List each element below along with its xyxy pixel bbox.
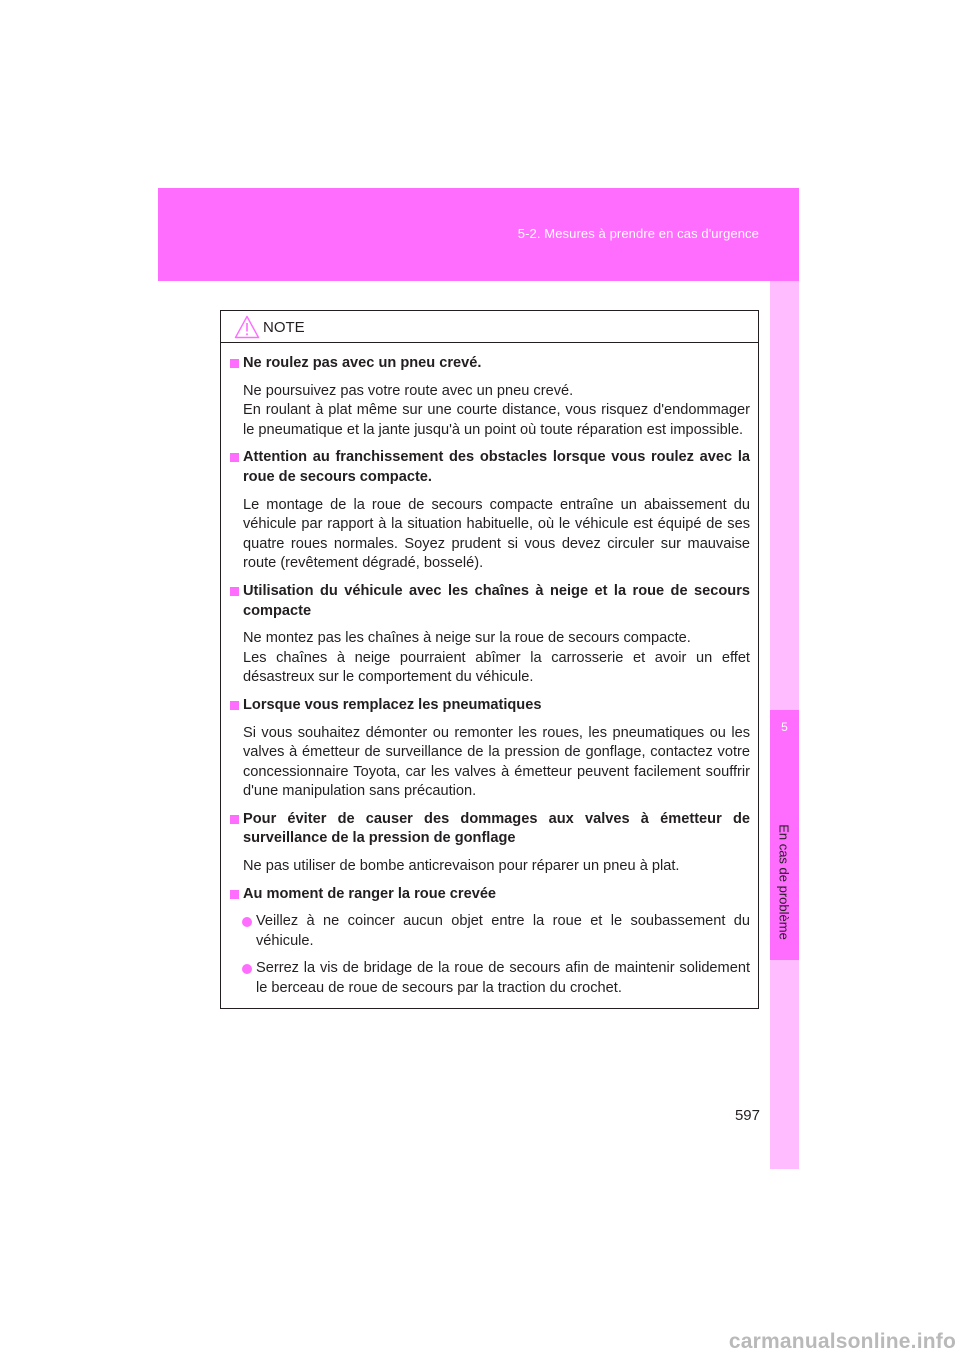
note-box — [220, 310, 759, 1009]
note-section — [230, 582, 750, 688]
chapter-label: En cas de problème — [776, 824, 792, 940]
watermark-text: carmanualsonline.info — [728, 1330, 956, 1353]
section-heading: Pour éviter de causer des dommages aux valves à émetteur de surveillance de la pression de gonflage — [230, 810, 750, 849]
paragraph: Le montage de la roue de secours compacte entraîne un abaissement du véhicule par rapport à la situation habituelle, où le véhicule est équipé de ses quatre roues normales. Soyez prudent si vous devez circuler sur mauvaise route (revêtement dégradé, bosselé). — [243, 496, 750, 572]
section-heading: Ne roulez pas avec un pneu crevé. — [230, 354, 750, 374]
paragraph: Si vous souhaitez démonter ou remonter les roues, les pneumatiques ou les valves à émetteur de surveillance de la pression de gonflage, contactez votre concessionnaire Toyota, car les valves à émetteur peuvent facilement souffrir d'une manipulation sans précaution. — [243, 724, 750, 800]
paragraph: Ne montez pas les chaînes à neige sur la roue de secours compacte. — [243, 630, 691, 647]
round-bullet-icon — [242, 917, 252, 927]
paragraph: Ne poursuivez pas votre route avec un pneu crevé. — [243, 382, 574, 399]
square-bullet-icon — [230, 453, 239, 462]
list-item: Serrez la vis de bridage de la roue de secours afin de maintenir solidement le berceau de roue de secours par la traction du crochet. — [230, 959, 750, 998]
note-title: NOTE — [263, 319, 305, 336]
section-heading: Lorsque vous remplacez les pneumatiques — [230, 696, 750, 716]
note-section — [230, 354, 750, 440]
section-header-band — [158, 188, 799, 281]
square-bullet-icon — [230, 701, 239, 710]
warning-triangle-icon — [234, 315, 260, 339]
note-section — [230, 885, 750, 999]
note-section — [230, 448, 750, 574]
square-bullet-icon — [230, 587, 239, 596]
paragraph: Les chaînes à neige pourraient abîmer la carrosserie et avoir un effet désastreux sur le comportement du véhicule. — [243, 649, 750, 686]
section-title: 5-2. Mesures à prendre en cas d'urgence — [517, 226, 759, 241]
paragraph: Ne pas utiliser de bombe anticrevaison pour réparer un pneu à plat. — [243, 858, 680, 875]
note-section — [230, 810, 750, 877]
round-bullet-icon — [242, 964, 252, 974]
page-number: 597 — [734, 1107, 760, 1124]
square-bullet-icon — [230, 815, 239, 824]
chapter-number: 5 — [781, 720, 788, 734]
paragraph: En roulant à plat même sur une courte distance, vous risquez d'endommager le pneumatique et la jante jusqu'à un point où toute réparation est impossible. — [243, 402, 750, 438]
square-bullet-icon — [230, 890, 239, 899]
note-body — [221, 343, 758, 999]
section-heading: Au moment de ranger la roue crevée — [230, 885, 750, 905]
note-header — [221, 311, 758, 343]
note-section — [230, 696, 750, 802]
section-heading: Utilisation du véhicule avec les chaînes à neige et la roue de secours compacte — [230, 582, 750, 621]
section-heading: Attention au franchissement des obstacles lorsque vous roulez avec la roue de secours compacte. — [230, 448, 750, 487]
list-item: Veillez à ne coincer aucun objet entre la roue et le soubassement du véhicule. — [230, 912, 750, 951]
square-bullet-icon — [230, 359, 239, 368]
